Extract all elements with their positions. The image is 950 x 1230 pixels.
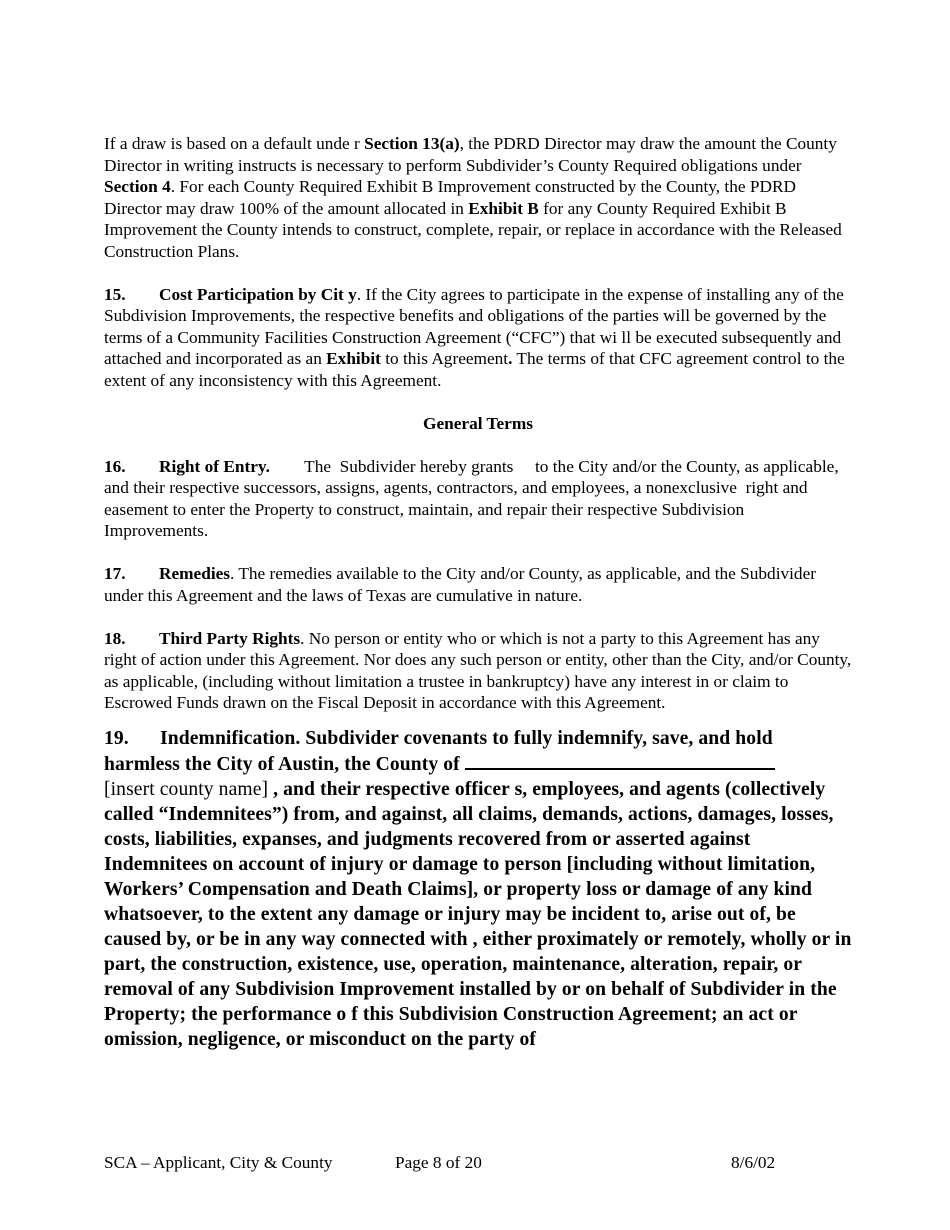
section-number: 16. xyxy=(104,456,126,476)
footer-date: 8/6/02 xyxy=(731,1153,776,1172)
text-run: . The remedies available to the City and/or County, as applicable, and the Subdivider under this Agreement and the laws of Texas are cumulative in nature. xyxy=(104,564,816,605)
text-run: . No person or entity who or which is not a party to this Agreement has any right of action under this Agreement. Nor does any such person or entity, other than the City, and/or County, as applicable, (including without limitation a trustee in bankruptcy) have any interest in or claim to Escrowed Funds drawn on the Fiscal Deposit in accordance with this Agreement. xyxy=(104,628,852,712)
section-19 xyxy=(104,726,852,1052)
text-run: to this Agreement xyxy=(380,349,509,368)
text-run: for any County Required Exhibit B Improvement the County intends to construct, complete, repair, or replace in accordance with the Released Construction Plans. xyxy=(104,198,842,261)
text-run: The terms of that CFC agreement control to the extent of any inconsistency with this Agreement. xyxy=(104,349,845,390)
section-title: Right of Entry. xyxy=(159,456,270,476)
text-run: . For each County Required Exhibit B Improvement constructed by the County, the PDRD Director may draw 100% of the amount allocated in xyxy=(104,177,796,218)
section-title: Cost Participation by Cit y xyxy=(159,284,357,304)
section-title: Third Party Rights xyxy=(159,628,301,648)
section-reference: Section 4 xyxy=(104,177,171,196)
section-number: 17. xyxy=(104,564,126,583)
text-run: . Subdivider covenants to fully indemnify, save, and hold harmless the City of Austin, the County of xyxy=(104,727,773,775)
section-18 xyxy=(104,628,852,714)
general-terms-heading: General Terms xyxy=(423,413,533,433)
text-run: , the PDRD Director may draw the amount the County Director in writing instructs is necessary to perform Subdivider’s County Required obligations under xyxy=(104,134,837,175)
text-run: . If the City agrees to participate in the expense of installing any of the Subdivision Improvements, the respective benefits and obligations of the parties will be governed by the terms of a Community Facilities Construction Agreement (“CFC”) that wi ll be executed subsequently and attached and incorporated as an xyxy=(104,284,844,368)
section-17 xyxy=(104,563,852,606)
section-number: 18. xyxy=(104,628,126,648)
text-run: , and their respective officer s, employees, and agents (collectively called “Indemnitees”) from, and against, all claims, demands, actions, damages, losses, costs, liabilities, expanses, and judgments recovered from or asserted against Indemnitees on account of injury or damage to person [including without limitation, Workers’ Compensation and Death Claims], or property loss or damage of any kind whatsoever, to the extent any damage or injury may be incident to, arise out of, be caused by, or be in any way connected with , either proximately or remotely, wholly or in part, the construction, existence, use, operation, maintenance, alteration, repair, or removal of any Subdivision Improvement installed by or on behalf of Subdivider in the Property; the performance o f this Subdivision Construction Agreement; an act or omission, negligence, or misconduct on the party of xyxy=(104,778,852,1050)
paragraph-draw-default xyxy=(104,133,852,262)
section-number: 19. xyxy=(104,727,129,749)
section-title: Remedies xyxy=(159,564,231,583)
section-15 xyxy=(104,284,852,392)
section-number: 15. xyxy=(104,284,126,304)
text-run: . xyxy=(508,349,513,368)
exhibit-reference: Exhibit B xyxy=(468,198,539,218)
document-body xyxy=(104,133,852,1052)
section-title: Indemnification xyxy=(160,727,296,749)
county-blank-line xyxy=(465,751,775,770)
footer-document-id: SCA – Applicant, City & County xyxy=(104,1153,333,1172)
county-name-placeholder: [insert county name] xyxy=(104,778,269,800)
text-run: If a draw is based on a default unde r xyxy=(104,134,365,153)
section-reference: Section 13(a) xyxy=(364,134,460,153)
footer-page-number: Page 8 of 20 xyxy=(395,1153,482,1172)
exhibit-reference: Exhibit xyxy=(326,349,381,368)
text-run: The Subdivider hereby grants to the City and/or the County, as applicable, and their respective successors, assigns, agents, contractors, and employees, a nonexclusive right and easement to enter the Property to construct, maintain, and repair their respective Subdivision Improvements. xyxy=(104,456,852,540)
section-16 xyxy=(104,456,852,542)
